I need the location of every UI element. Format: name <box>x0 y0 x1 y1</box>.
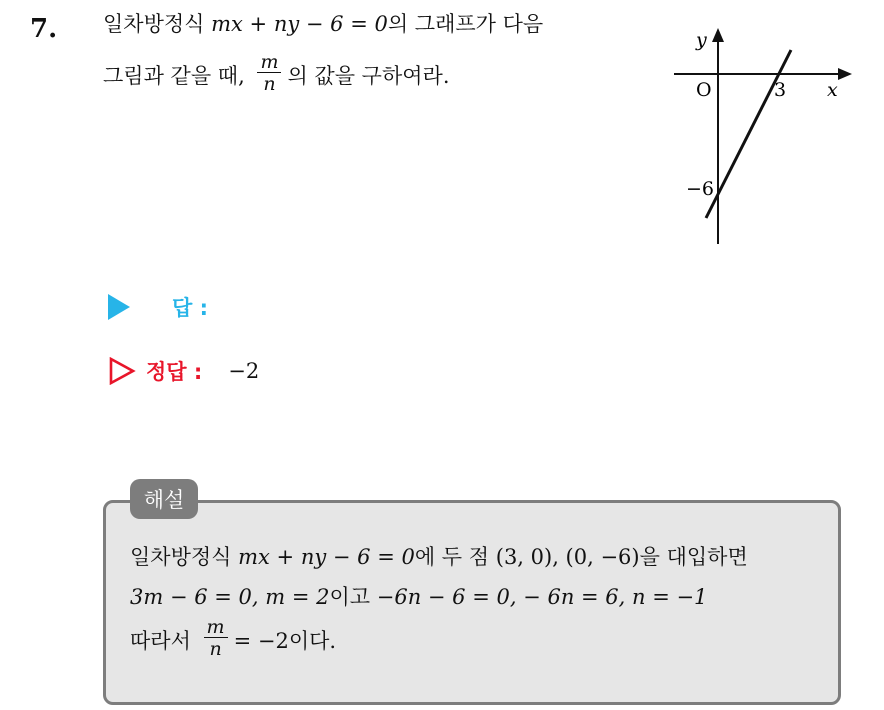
solution-line3-prefix: 따라서 <box>130 629 191 653</box>
solution-line-3 <box>130 616 337 664</box>
answer-row <box>108 290 208 324</box>
solution-line1-suffix: 을 대입하면 <box>639 545 748 569</box>
solution-line1-mid: 에 두 점 <box>414 545 490 569</box>
solution-tab: 해설 <box>130 479 198 519</box>
solution-line3-suffix: 이다. <box>288 629 337 653</box>
question-line2-prefix: 그림과 같을 때, <box>103 64 245 88</box>
solution-line2-part-b: −6n − 6 = 0, − 6n = 6, n = −1 <box>376 585 708 609</box>
question-line-1 <box>103 14 543 35</box>
solution-line1-prefix: 일차방정식 <box>130 545 232 569</box>
solution-line-1 <box>130 541 748 571</box>
line-graph <box>668 22 858 252</box>
y-axis-label: y <box>696 29 707 51</box>
outline-play-icon <box>108 357 136 385</box>
solution-line1-points: (3, 0), (0, −6) <box>495 545 640 569</box>
question-line2-suffix: 의 값을 구하여라. <box>287 64 450 88</box>
x-intercept-label: 3 <box>774 79 787 101</box>
solution-line2-mid: 이고 <box>329 585 371 609</box>
solution-fraction <box>204 617 228 660</box>
question-prefix: 일차방정식 <box>103 12 205 36</box>
correct-answer-label: 정답 : <box>146 360 203 384</box>
y-intercept-label: −6 <box>686 178 715 200</box>
origin-label: O <box>696 79 712 101</box>
solution-line1-equation: mx + ny − 6 = 0 <box>238 545 415 569</box>
solution-fraction-numerator: m <box>204 617 228 638</box>
solution-line3-equation: = −2 <box>233 629 289 653</box>
question-line1-suffix: 의 그래프가 다음 <box>387 12 544 36</box>
question-equation: mx + ny − 6 = 0 <box>211 12 388 36</box>
answer-label: 답 : <box>172 296 208 320</box>
fraction-denominator: n <box>263 73 276 95</box>
question-number: 7. <box>30 14 58 44</box>
solution-box <box>103 500 841 705</box>
question-fraction <box>257 52 281 95</box>
filled-play-icon <box>108 294 130 320</box>
solution-line2-part-a: 3m − 6 = 0, m = 2 <box>130 585 330 609</box>
question-line-2 <box>103 51 450 99</box>
x-axis-label: x <box>827 79 838 101</box>
y-axis-arrow-icon <box>712 28 724 42</box>
correct-answer-value: −2 <box>228 359 260 383</box>
solution-fraction-denominator: n <box>209 638 222 660</box>
correct-answer-row <box>108 354 259 388</box>
solution-line-2 <box>130 581 707 611</box>
fraction-numerator: m <box>257 52 281 73</box>
x-axis-arrow-icon <box>838 68 852 80</box>
